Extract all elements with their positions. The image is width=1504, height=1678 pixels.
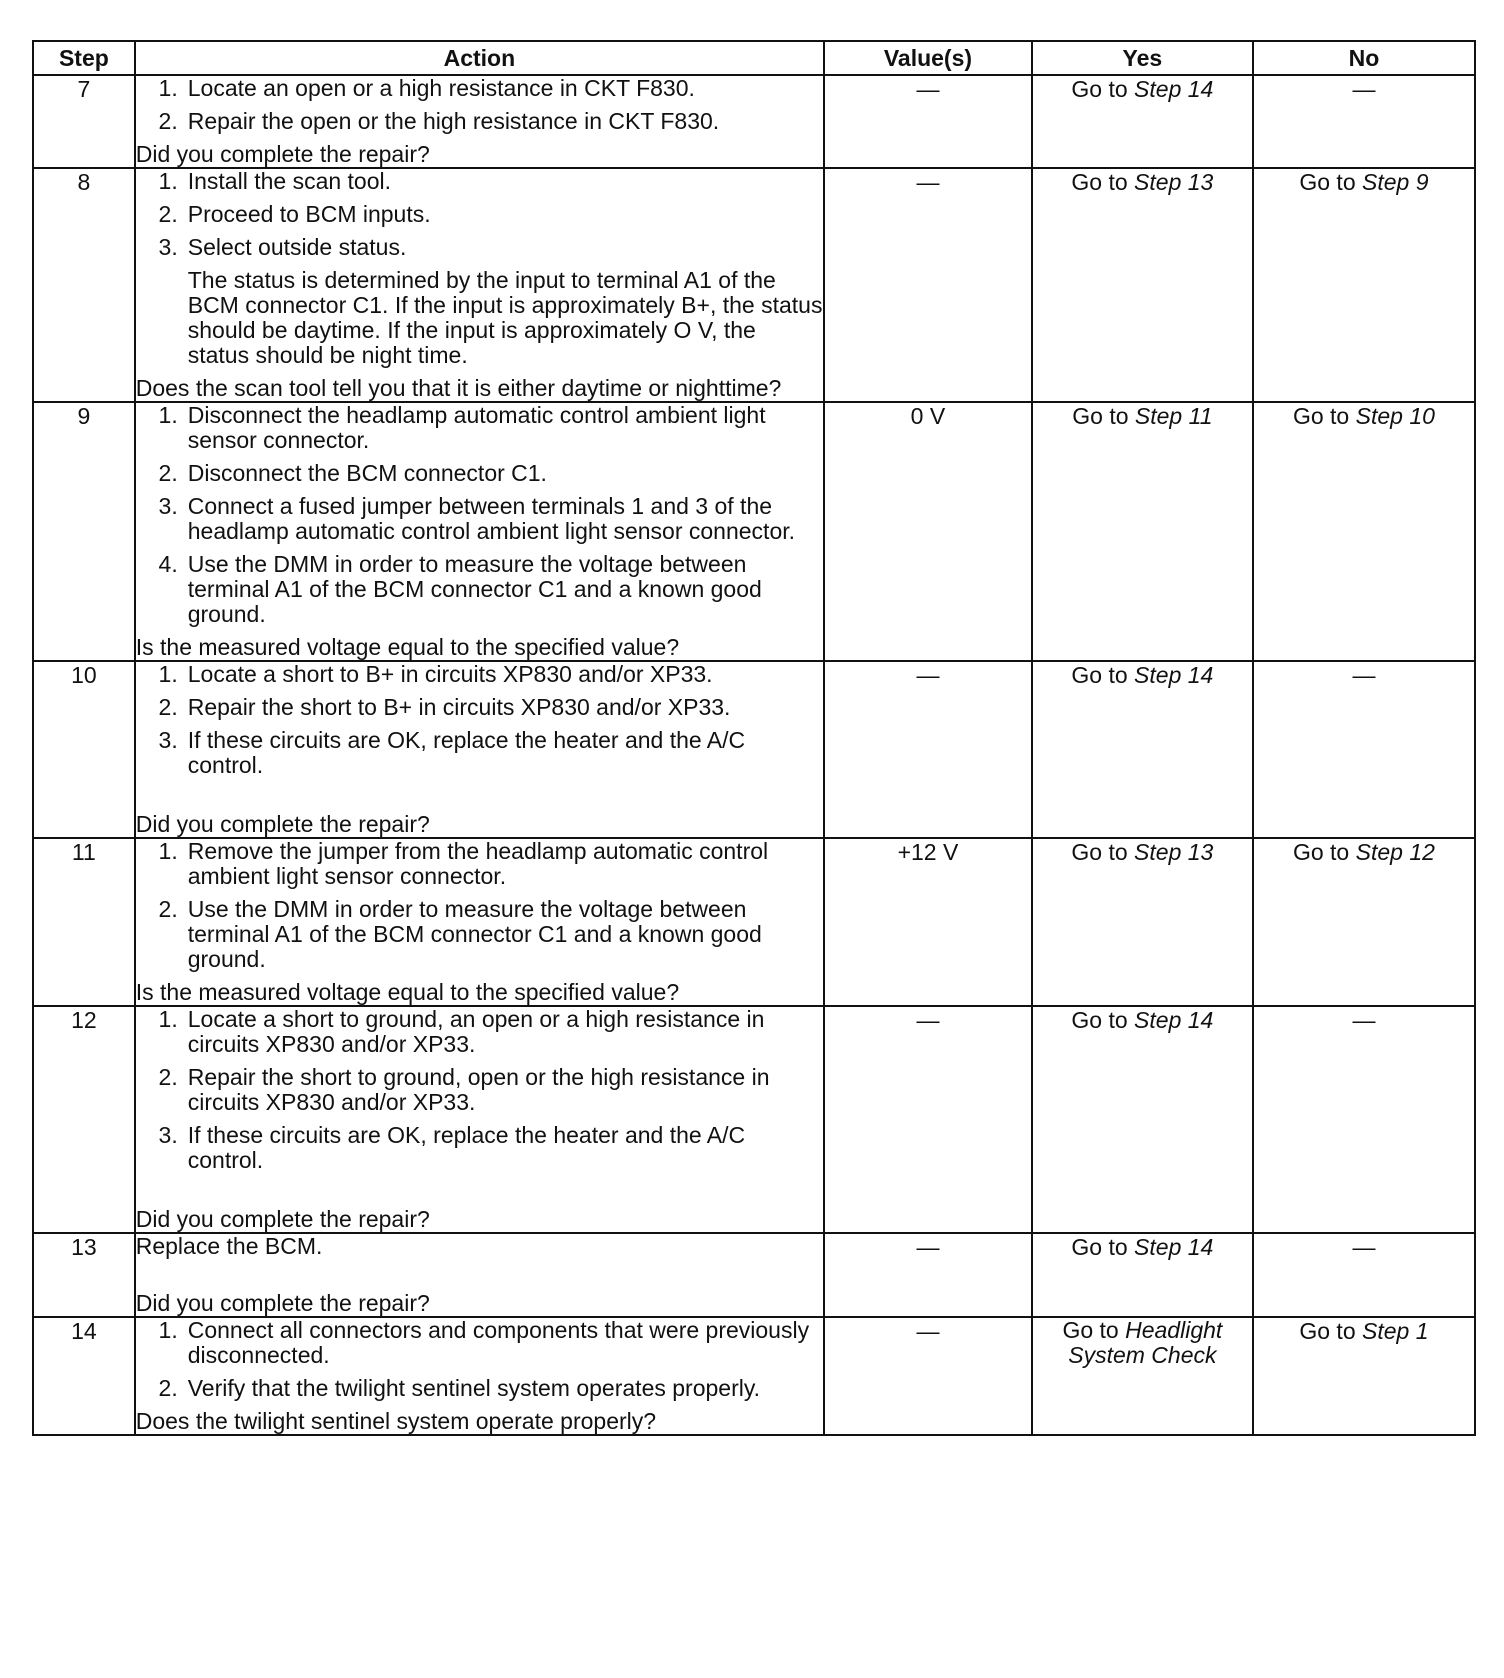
action-item-text: Remove the jumper from the headlamp automatic control ambient light sensor connector. <box>187 838 769 889</box>
action-item-text: Select outside status. <box>187 234 407 260</box>
action-item-number: 2. <box>158 896 178 922</box>
yes-prefix: Go to <box>1071 76 1128 102</box>
action-item <box>136 1007 823 1057</box>
action-cell <box>135 1317 824 1435</box>
table-row <box>33 1006 1475 1233</box>
value-cell: — <box>824 75 1032 168</box>
yes-prefix: Go to <box>1071 839 1128 865</box>
value-cell: 0 V <box>824 402 1032 661</box>
step-number: 11 <box>33 838 135 1006</box>
action-item-number: 1. <box>158 402 178 428</box>
yes-prefix: Go to <box>1072 403 1129 429</box>
value-cell: — <box>824 661 1032 838</box>
action-item <box>136 235 823 260</box>
action-cell <box>135 1233 824 1317</box>
spacer <box>136 1181 823 1207</box>
step-number: 12 <box>33 1006 135 1233</box>
action-item-text: Locate a short to ground, an open or a high resistance in circuits XP830 and/or XP33. <box>187 1006 765 1057</box>
action-item <box>136 109 823 134</box>
action-cell <box>135 402 824 661</box>
value-cell: — <box>824 1233 1032 1317</box>
action-item-text: Use the DMM in order to measure the voltage between terminal A1 of the BCM connector C1 and a known good ground. <box>187 551 762 627</box>
action-item-number: 2. <box>158 201 178 227</box>
action-instruction: Replace the BCM. <box>135 1233 323 1259</box>
action-item <box>136 1318 823 1368</box>
yes-prefix: Go to <box>1071 662 1128 688</box>
action-item <box>136 1123 823 1173</box>
no-step-link[interactable]: Step 1 <box>1362 1318 1429 1344</box>
action-question: Did you complete the repair? <box>135 1206 430 1232</box>
action-item <box>136 494 823 544</box>
value-cell: — <box>824 168 1032 402</box>
action-item <box>136 552 823 627</box>
yes-step-link[interactable]: Step 11 <box>1134 403 1213 429</box>
yes-cell <box>1032 1317 1253 1435</box>
action-item-number: 2. <box>158 460 178 486</box>
no-prefix: Go to <box>1299 1318 1356 1344</box>
step-number: 9 <box>33 402 135 661</box>
action-item-number: 3. <box>158 493 178 519</box>
action-item-number: 1. <box>158 168 178 194</box>
step-number: 7 <box>33 75 135 168</box>
spacer <box>136 786 823 812</box>
no-prefix: Go to <box>1292 403 1350 429</box>
header-step: Step <box>33 41 135 75</box>
step-number: 13 <box>33 1233 135 1317</box>
yes-cell <box>1032 75 1253 168</box>
action-item-number: 1. <box>158 661 178 687</box>
action-item-number: 4. <box>158 551 178 577</box>
action-item-text: Connect a fused jumper between terminals 1 and 3 of the headlamp automatic control ambient light sensor connector. <box>187 493 796 544</box>
value-cell: +12 V <box>824 838 1032 1006</box>
action-item-number: 1. <box>158 1006 178 1032</box>
yes-step-link[interactable]: Step 14 <box>1134 1007 1214 1033</box>
action-item-text: Verify that the twilight sentinel system operates properly. <box>187 1375 761 1401</box>
action-note: The status is determined by the input to terminal A1 of the BCM connector C1. If the input is approximately B+, the status should be daytime. If the input is approximately O V, the status should be night time. <box>187 267 823 368</box>
no-step-link[interactable]: Step 9 <box>1362 169 1429 195</box>
no-prefix: Go to <box>1292 839 1350 865</box>
action-item-text: Locate a short to B+ in circuits XP830 and/or XP33. <box>187 661 713 687</box>
action-question: Did you complete the repair? <box>135 811 430 837</box>
action-item-number: 1. <box>158 838 178 864</box>
action-cell <box>135 661 824 838</box>
action-cell <box>135 168 824 402</box>
action-item-text: Repair the short to B+ in circuits XP830 and/or XP33. <box>187 694 731 720</box>
value-cell: — <box>824 1006 1032 1233</box>
action-item-text: Disconnect the BCM connector C1. <box>187 460 547 486</box>
yes-cell <box>1032 402 1253 661</box>
yes-cell <box>1032 1006 1253 1233</box>
action-item-number: 2. <box>158 694 178 720</box>
yes-cell <box>1032 661 1253 838</box>
action-question: Does the scan tool tell you that it is either daytime or nighttime? <box>135 375 782 401</box>
action-item-text: Use the DMM in order to measure the voltage between terminal A1 of the BCM connector C1 and a known good ground. <box>187 896 762 972</box>
yes-step-link[interactable]: Step 14 <box>1134 1234 1214 1260</box>
action-item-text: Disconnect the headlamp automatic control ambient light sensor connector. <box>187 402 766 453</box>
diagnostic-table <box>32 40 1476 1436</box>
no-prefix: Go to <box>1299 169 1356 195</box>
action-item-text: If these circuits are OK, replace the heater and the A/C control. <box>187 727 746 778</box>
action-question: Did you complete the repair? <box>135 1290 430 1316</box>
step-number: 10 <box>33 661 135 838</box>
no-cell <box>1253 402 1475 661</box>
yes-prefix: Go to <box>1071 169 1128 195</box>
action-item-number: 3. <box>158 1122 178 1148</box>
header-row <box>33 41 1475 75</box>
action-item <box>136 1065 823 1115</box>
action-item <box>136 76 823 101</box>
header-yes: Yes <box>1032 41 1253 75</box>
action-item <box>136 1376 823 1401</box>
action-item-text: Proceed to BCM inputs. <box>187 201 431 227</box>
yes-step-link[interactable]: Step 13 <box>1134 169 1214 195</box>
table-row <box>33 838 1475 1006</box>
action-item <box>136 695 823 720</box>
table-row <box>33 1233 1475 1317</box>
step-number: 8 <box>33 168 135 402</box>
yes-headlight-check-link[interactable]: Headlight System Check <box>1068 1317 1223 1368</box>
action-item-number: 2. <box>158 1375 178 1401</box>
value-cell: — <box>824 1317 1032 1435</box>
action-item-text: Locate an open or a high resistance in CKT F830. <box>187 75 695 101</box>
yes-cell <box>1032 838 1253 1006</box>
table-row <box>33 402 1475 661</box>
no-cell: — <box>1253 1233 1475 1317</box>
action-cell <box>135 1006 824 1233</box>
no-step-link[interactable]: Step 10 <box>1355 403 1435 429</box>
action-item-text: Repair the open or the high resistance in CKT F830. <box>187 108 720 134</box>
action-cell <box>135 838 824 1006</box>
step-number: 14 <box>33 1317 135 1435</box>
action-item <box>136 403 823 453</box>
table-row <box>33 1317 1475 1435</box>
action-question: Did you complete the repair? <box>135 141 430 167</box>
yes-prefix: Go to <box>1062 1317 1119 1343</box>
action-item-number: 3. <box>158 234 178 260</box>
action-item-number: 3. <box>158 727 178 753</box>
no-cell: — <box>1253 75 1475 168</box>
action-item <box>136 662 823 687</box>
spacer <box>136 1265 823 1291</box>
no-cell: — <box>1253 661 1475 838</box>
action-question: Does the twilight sentinel system operate properly? <box>135 1408 657 1434</box>
action-item-text: If these circuits are OK, replace the heater and the A/C control. <box>187 1122 746 1173</box>
table-row <box>33 168 1475 402</box>
yes-step-link[interactable]: Step 13 <box>1134 839 1214 865</box>
action-cell <box>135 75 824 168</box>
yes-prefix: Go to <box>1071 1234 1128 1260</box>
action-item-text: Repair the short to ground, open or the high resistance in circuits XP830 and/or XP33. <box>187 1064 770 1115</box>
action-item-number: 2. <box>158 108 178 134</box>
yes-cell <box>1032 168 1253 402</box>
header-values: Value(s) <box>824 41 1032 75</box>
yes-step-link[interactable]: Step 14 <box>1134 76 1214 102</box>
header-action: Action <box>135 41 824 75</box>
yes-step-link[interactable]: Step 14 <box>1134 662 1214 688</box>
action-item-number: 1. <box>158 1317 178 1343</box>
action-item <box>136 202 823 227</box>
action-question: Is the measured voltage equal to the specified value? <box>135 634 680 660</box>
action-question: Is the measured voltage equal to the specified value? <box>135 979 680 1005</box>
action-item <box>136 461 823 486</box>
table-row <box>33 661 1475 838</box>
yes-prefix: Go to <box>1071 1007 1128 1033</box>
action-item <box>136 728 823 778</box>
no-cell <box>1253 168 1475 402</box>
table-row <box>33 75 1475 168</box>
no-cell <box>1253 838 1475 1006</box>
yes-cell <box>1032 1233 1253 1317</box>
action-item <box>136 839 823 889</box>
no-cell: — <box>1253 1006 1475 1233</box>
action-item <box>136 897 823 972</box>
no-cell <box>1253 1317 1475 1435</box>
action-item-text: Connect all connectors and components that were previously disconnected. <box>187 1317 810 1368</box>
action-item-text: Install the scan tool. <box>187 168 392 194</box>
action-item <box>136 169 823 194</box>
diagnostic-table-sheet <box>32 40 1476 1436</box>
action-item-number: 2. <box>158 1064 178 1090</box>
action-item-number: 1. <box>158 75 178 101</box>
header-no: No <box>1253 41 1475 75</box>
no-step-link[interactable]: Step 12 <box>1355 839 1435 865</box>
